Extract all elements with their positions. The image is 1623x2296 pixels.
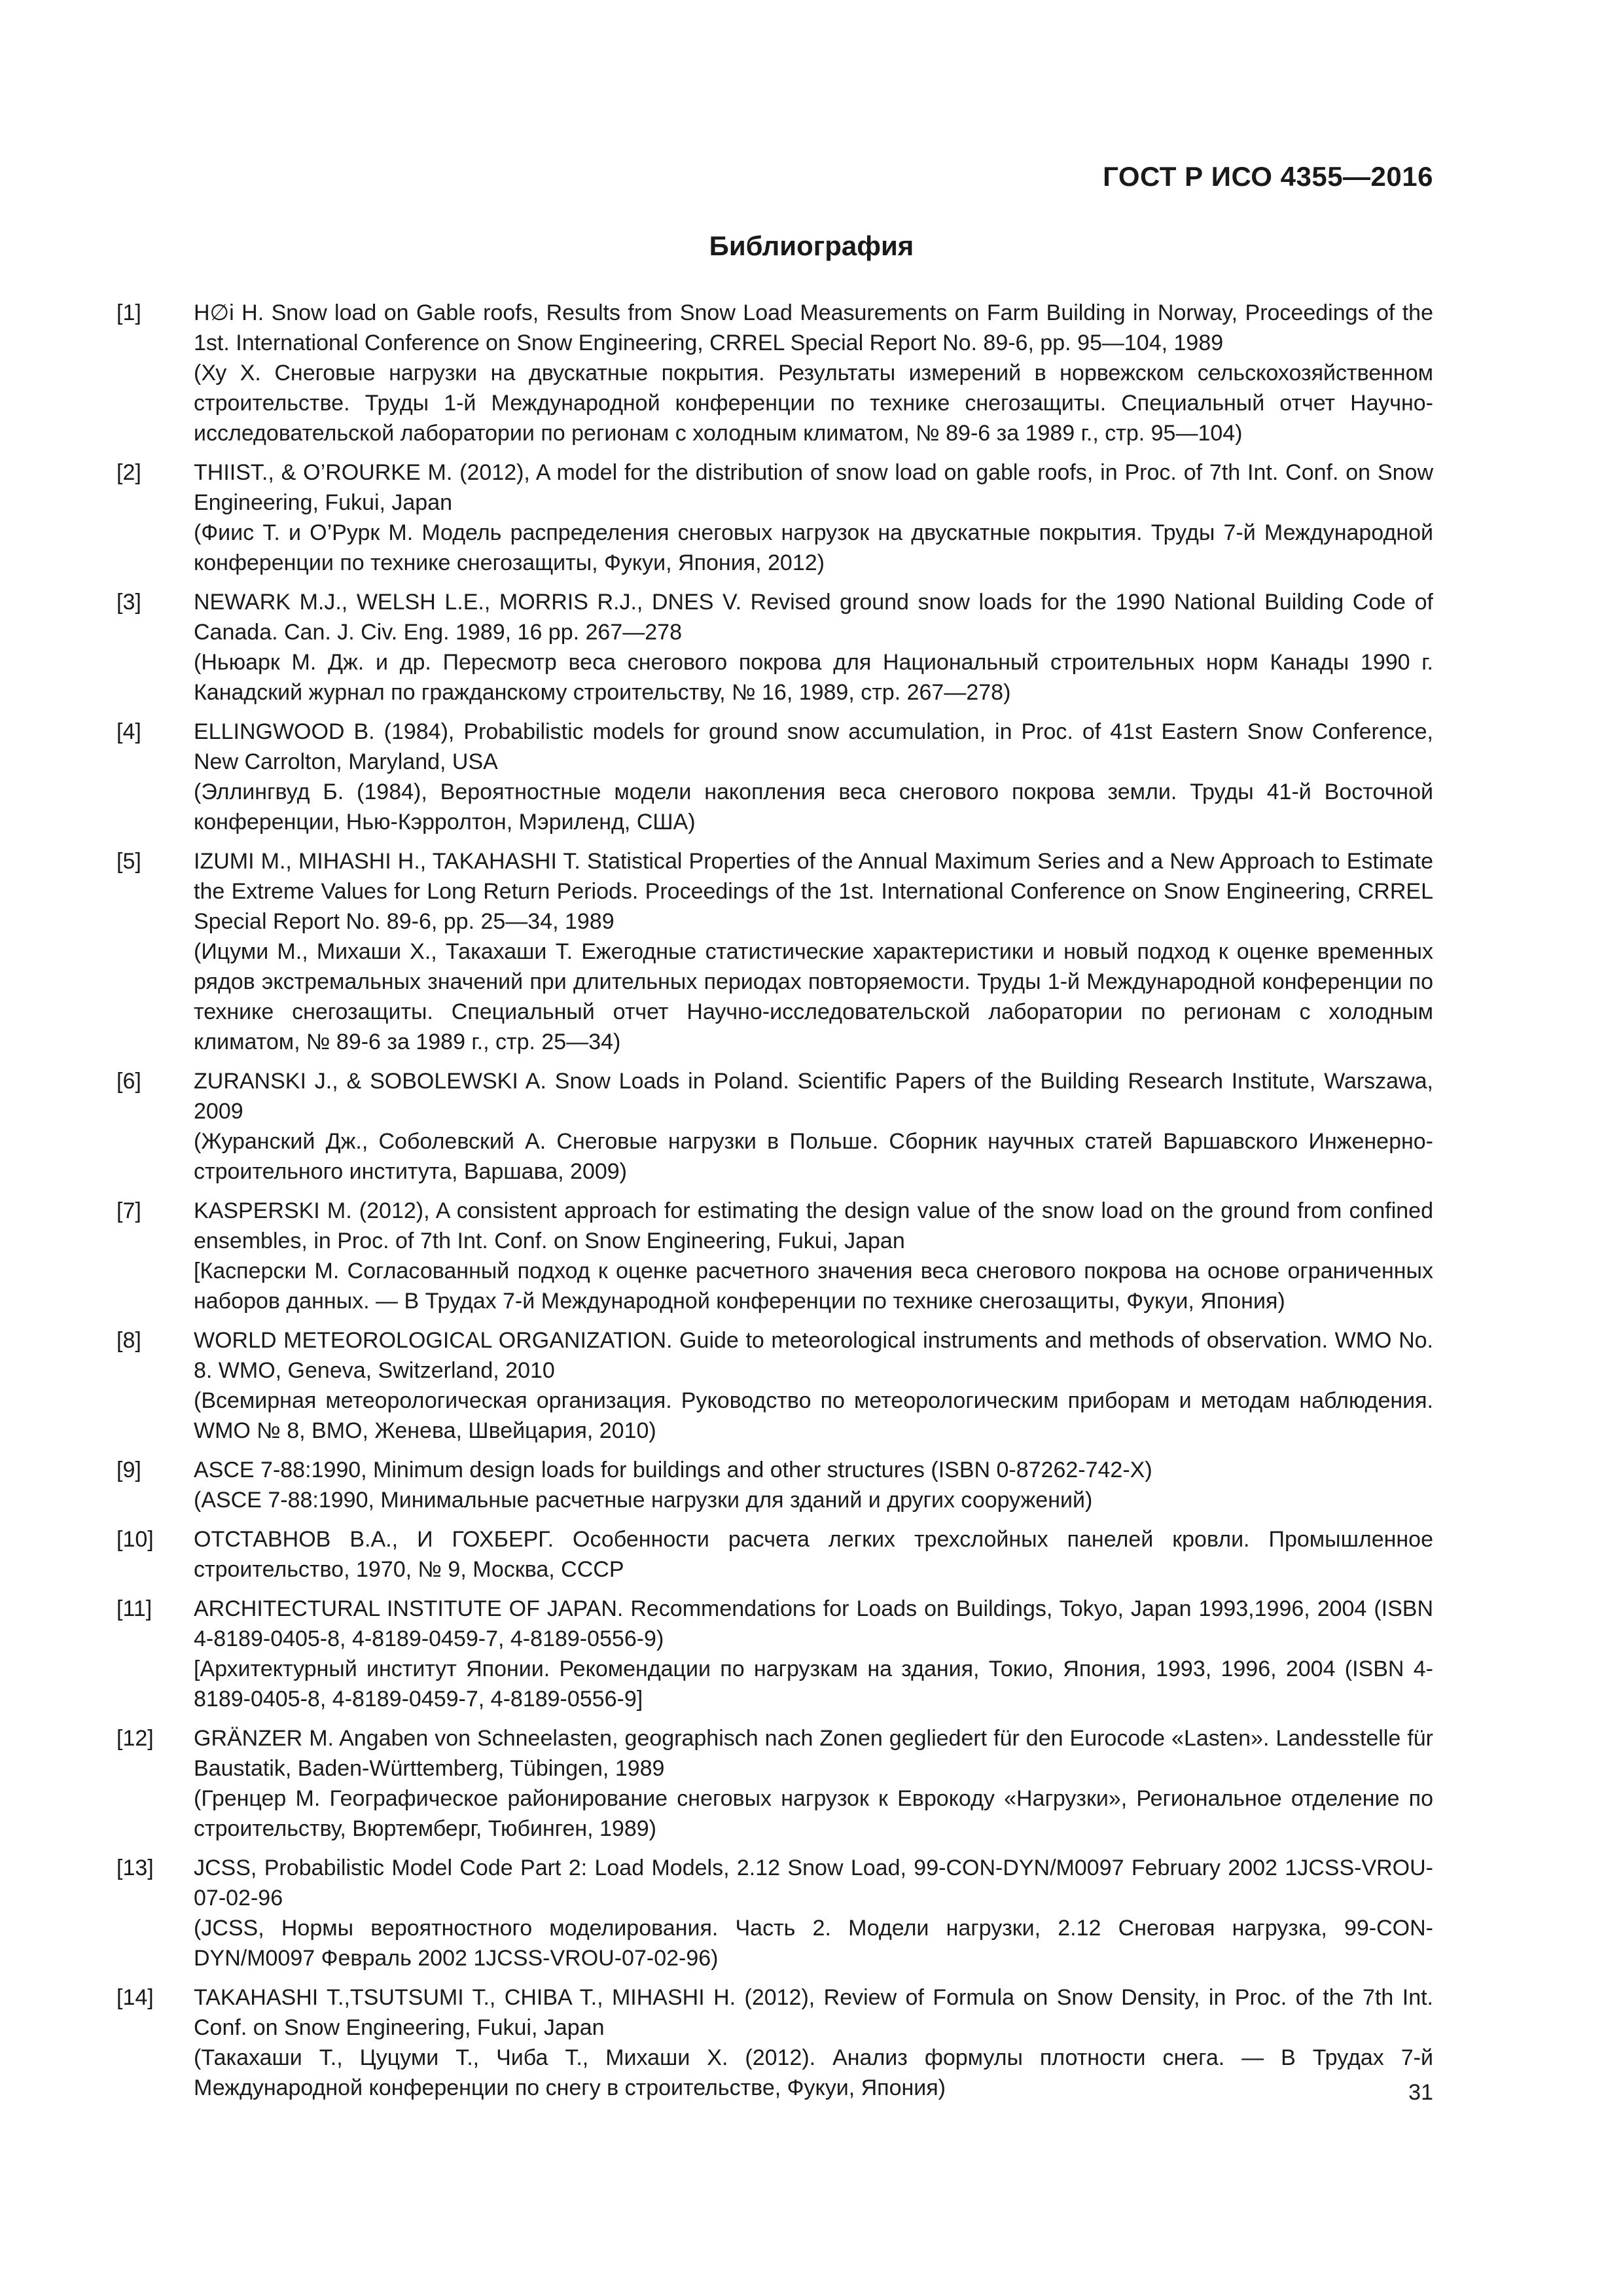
entry-source-text: TAKAHASHI T.,TSUTSUMI T., CHIBA T., MIHASHI H. (2012), Review of Formula on Snow Density, in Proc. of the 7th Int. Conf. on Snow Engineering, Fukui, Japan [194,1985,1433,2040]
entry-number: [3] [116,590,141,615]
entry-translation-text: [Архитектурный институт Японии. Рекомендации по нагрузкам на здания, Токио, Япония, 1993, 1996, 2004 (ISBN 4-8189-0405-8, 4-8189-0459-7, 4-8189-0556-9] [194,1657,1433,1712]
bibliography-entry [116,587,1433,708]
entry-number: [1] [116,300,141,325]
entry-source-text: ELLINGWOOD B. (1984), Probabilistic models for ground snow accumulation, in Proc. of 41st Eastern Snow Conference, New Carrolton, Maryland, USA [194,719,1433,774]
entry-source-text: ASCE 7-88:1990, Minimum design loads for buildings and other structures (ISBN 0-87262-742-X) [194,1458,1152,1482]
entry-source-text: KASPERSKI M. (2012), A consistent approach for estimating the design value of the snow load on the ground from confined ensembles, in Proc. of 7th Int. Conf. on Snow Engineering, Fukui, Japan [194,1198,1433,1253]
entry-number: [7] [116,1198,141,1223]
entry-number: [9] [116,1458,141,1482]
bibliography-entry [116,717,1433,837]
entry-number: [2] [116,460,141,485]
entry-number: [13] [116,1856,154,1880]
page-number: 31 [1408,2080,1433,2105]
entry-source-text: JCSS, Probabilistic Model Code Part 2: Load Models, 2.12 Snow Load, 99-CON-DYN/M0097 February 2002 1JCSS-VROU-07-02-96 [194,1856,1433,1910]
entry-number: [5] [116,849,141,874]
bibliography-entry [116,1853,1433,1973]
bibliography-list [116,298,1433,2112]
entry-translation-text: [Касперски М. Согласованный подход к оценке расчетного значения веса снегового покрова на основе ограниченных наборов данных. — В Трудах 7-й Международной конференции по технике снегозащиты, Фукуи, Япония) [194,1259,1433,1314]
entry-translation-text: (Такахаши Т., Цуцуми Т., Чиба Т., Михаши Х. (2012). Анализ формулы плотности снега. — В Трудах 7-й Международной конференции по снегу в строительстве, Фукуи, Япония) [194,2045,1433,2100]
bibliography-entry [116,1325,1433,1446]
entry-translation-text: (Гренцер М. Географическое районирование снеговых нагрузок к Еврокоду «Нагрузки», Региональное отделение по строительству, Вюртемберг, Тюбинген, 1989) [194,1786,1433,1841]
bibliography-entry [116,298,1433,448]
entry-source-text: ARCHITECTURAL INSTITUTE OF JAPAN. Recommendations for Loads on Buildings, Tokyo, Japan 1993,1996, 2004 (ISBN 4-8189-0405-8, 4-8189-0459-7, 4-8189-0556-9) [194,1596,1433,1651]
entry-source-text: ОТСТАВНОВ В.А., И ГОХБЕРГ. Особенности расчета легких трехслойных панелей кровли. Промышленное строительство, 1970, № 9, Москва, СССР [194,1527,1433,1582]
entry-source-text: IZUMI M., MIHASHI H., TAKAHASHI T. Statistical Properties of the Annual Maximum Series and a New Approach to Estimate the Extreme Values for Long Return Periods. Proceedings of the 1st. International Conference on Snow Engineering, CRREL Special Report No. 89-6, pp. 25—34, 1989 [194,849,1433,934]
entry-source-text: THIIST., & O’ROURKE M. (2012), A model for the distribution of snow load on gable roofs, in Proc. of 7th Int. Conf. on Snow Engineering, Fukui, Japan [194,460,1433,515]
bibliography-entry [116,846,1433,1057]
entry-number: [8] [116,1328,141,1353]
entry-translation-text: (Фиис Т. и О’Рурк М. Модель распределения снеговых нагрузок на двускатные покрытия. Труды 7-й Международной конференции по технике снегозащиты, Фукуи, Япония, 2012) [194,520,1433,575]
entry-source-text: NEWARK M.J., WELSH L.E., MORRIS R.J., DNES V. Revised ground snow loads for the 1990 National Building Code of Canada. Can. J. Civ. Eng. 1989, 16 pp. 267—278 [194,590,1433,645]
standard-code: ГОСТ Р ИСО 4355—2016 [1103,161,1433,192]
entry-number: [14] [116,1985,154,2010]
bibliography-entry [116,1982,1433,2103]
entry-translation-text: (Ицуми М., Михаши Х., Такахаши Т. Ежегодные статистические характеристики и новый подход к оценке временных рядов экстремальных значений при длительных периодах повторяемости. Труды 1-й Международной конференции по технике снегозащиты. Специальный отчет Научно-исследовательской лаборатории по регионам с холодным климатом, № 89-6 за 1989 г., стр. 25—34) [194,939,1433,1054]
entry-number: [10] [116,1527,154,1552]
bibliography-entry [116,1723,1433,1844]
entry-number: [6] [116,1069,141,1094]
entry-source-text: H∅i H. Snow load on Gable roofs, Results from Snow Load Measurements on Farm Building in Norway, Proceedings of the 1st. International Conference on Snow Engineering, CRREL Special Report No. 89-6, pp. 95—104, 1989 [194,300,1433,355]
bibliography-entry [116,1524,1433,1585]
entry-source-text: GRÄNZER M. Angaben von Schneelasten, geographisch nach Zonen gegliedert für den Eurocode «Lasten». Landesstelle für Baustatik, Baden-Württemberg, Tübingen, 1989 [194,1726,1433,1781]
entry-translation-text: (Ньюарк М. Дж. и др. Пересмотр веса снегового покрова для Национальный строительных норм Канады 1990 г. Канадский журнал по гражданскому строительству, № 16, 1989, стр. 267—278) [194,650,1433,705]
entry-translation-text: (JCSS, Нормы вероятностного моделирования. Часть 2. Модели нагрузки, 2.12 Снеговая нагрузка, 99-CON-DYN/M0097 Февраль 2002 1JCSS-VROU-07-02-96) [194,1916,1433,1971]
bibliography-entry [116,1066,1433,1187]
entry-number: [11] [116,1596,152,1621]
entry-translation-text: (Всемирная метеорологическая организация. Руководство по метеорологическим приборам и методам наблюдения. WMO № 8, ВМО, Женева, Швейцария, 2010) [194,1388,1433,1443]
entry-source-text: ZURANSKI J., & SOBOLEWSKI A. Snow Loads in Poland. Scientific Papers of the Building Research Institute, Warszawa, 2009 [194,1069,1433,1124]
bibliography-entry [116,1455,1433,1515]
entry-translation-text: (Эллингвуд Б. (1984), Вероятностные модели накопления веса снегового покрова земли. Труды 41-й Восточной конференции, Нью-Кэрролтон, Мэриленд, США) [194,780,1433,834]
page-title: Библиография [709,230,914,261]
bibliography-entry [116,1196,1433,1316]
entry-translation-text: (Журанский Дж., Соболевский А. Снеговые нагрузки в Польше. Сборник научных статей Варшавского Инженерно-строительного института, Варшава, 2009) [194,1129,1433,1184]
entry-number: [12] [116,1726,154,1751]
entry-translation-text: (Ху Х. Снеговые нагрузки на двускатные покрытия. Результаты измерений в норвежском сельскохозяйственном строительстве. Труды 1-й Международной конференции по технике снегозащиты. Специальный отчет Научно-исследовательской лаборатории по регионам с холодным климатом, № 89-6 за 1989 г., стр. 95—104) [194,361,1433,446]
entry-number: [4] [116,719,141,744]
bibliography-entry [116,1594,1433,1714]
entry-source-text: WORLD METEOROLOGICAL ORGANIZATION. Guide to meteorological instruments and methods of observation. WMO No. 8. WMO, Geneva, Switzerland, 2010 [194,1328,1433,1383]
bibliography-entry [116,457,1433,578]
entry-translation-text: (ASCE 7-88:1990, Минимальные расчетные нагрузки для зданий и других сооружений) [194,1488,1093,1513]
